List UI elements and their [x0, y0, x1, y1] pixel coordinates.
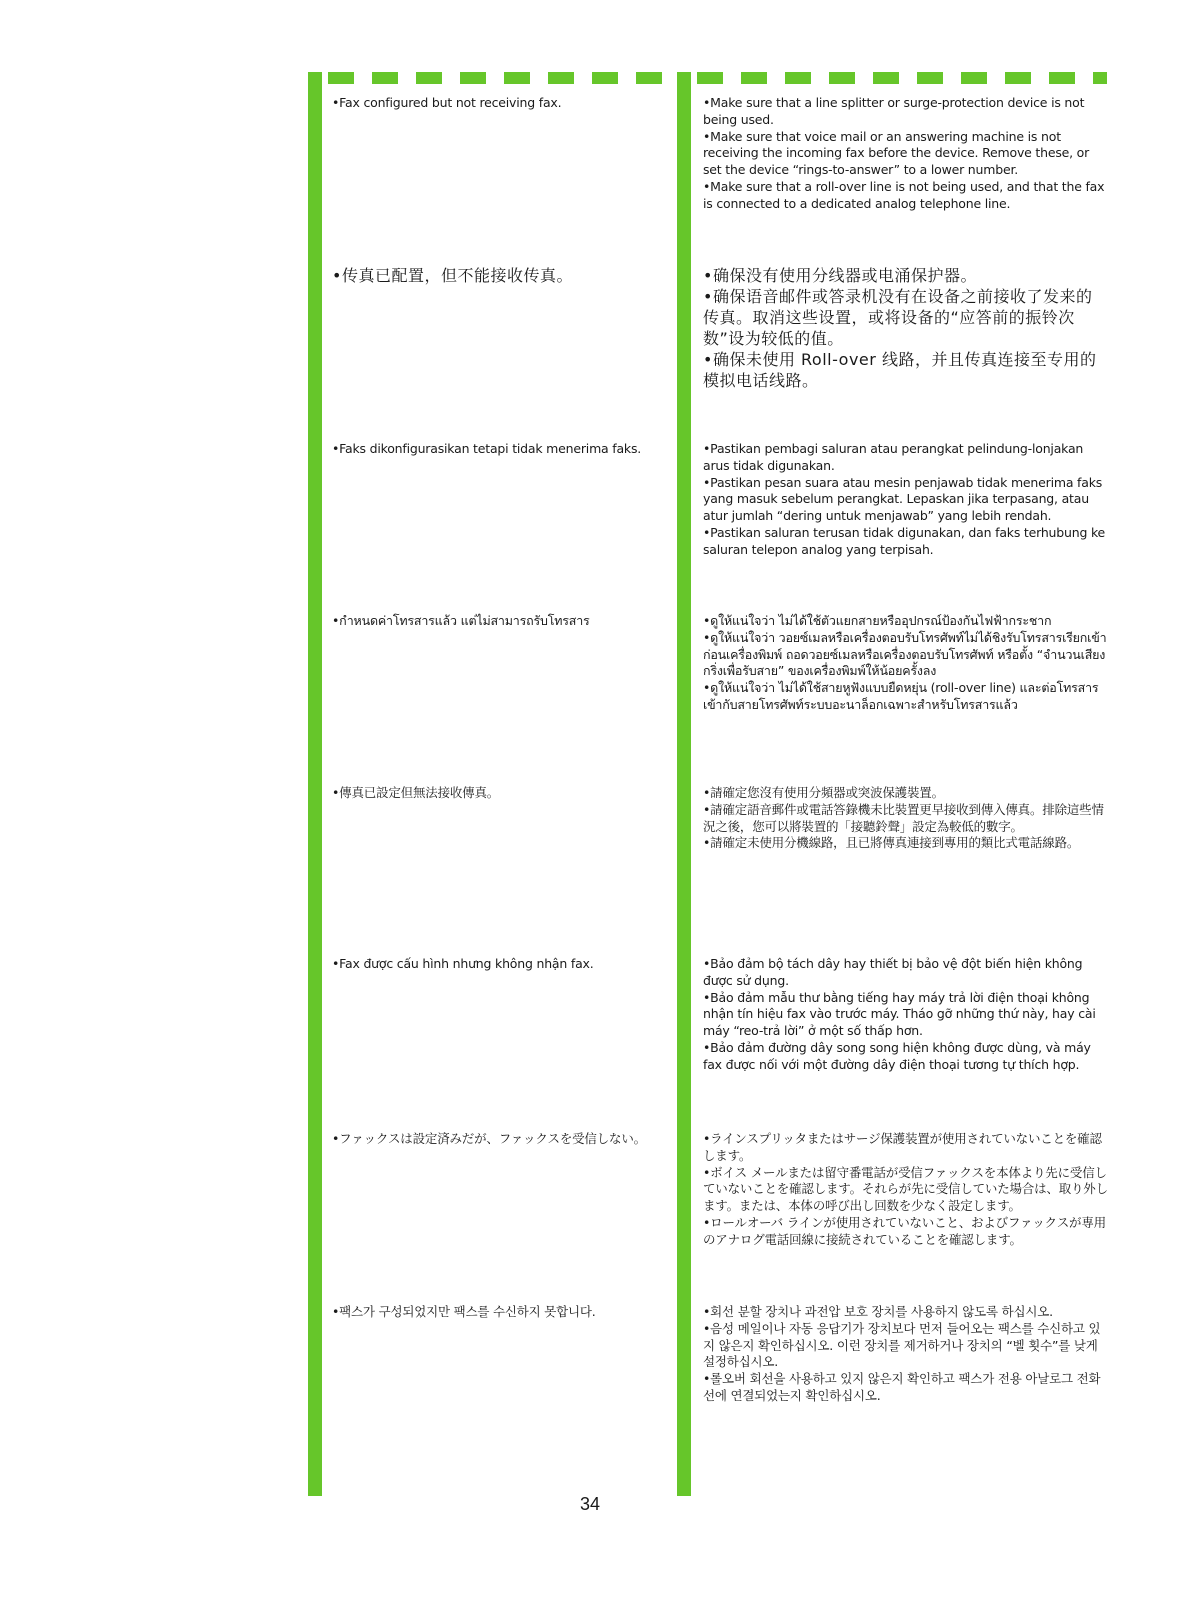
solution-ja-2: •ボイス メールまたは留守番電話が受信ファックスを本体より先に受信していないことを確認します。それらが先に受信していた場合は、取り外します。または、本体の呼び出し回数を少なく設定します。	[703, 1164, 1108, 1214]
problem-zh-tw: •傳真已設定但無法接收傳真。	[332, 785, 500, 800]
solution-id	[703, 441, 1108, 559]
solution-ko-2: •음성 메일이나 자동 응답기가 장치보다 먼저 들어오는 팩스를 수신하고 있지 않은지 확인하십시오. 이런 장치를 제거하거나 장치의 “벨 횟수”를 낮게 설정하십시오.	[703, 1320, 1101, 1370]
solution-th-3: •ดูให้แน่ใจว่า ไม่ได้ใช้สายหูฟังแบบยืดหยุ่น (roll-over line) และต่อโทรสารเข้ากับสายโทรศัพท์ระบบอะนาล็อกเฉพาะสำหรับโทรสารแล้ว	[703, 680, 1099, 712]
solution-vi	[703, 956, 1108, 1074]
solution-en-3: •Make sure that a roll-over line is not being used, and that the fax is connected to a dedicated analog telephone line.	[703, 178, 1105, 211]
solution-en-1: •Make sure that a line splitter or surge-protection device is not being used.	[703, 95, 1085, 127]
solution-zh-tw-1: •請確定您沒有使用分頻器或突波保護裝置。	[703, 785, 944, 800]
solution-id-1: •Pastikan pembagi saluran atau perangkat pelindung-lonjakan arus tidak digunakan.	[703, 441, 1084, 473]
solution-ja	[703, 1131, 1108, 1249]
solution-id-3: •Pastikan saluran terusan tidak digunakan, dan faks terhubung ke saluran telepon analog yang terpisah.	[703, 524, 1106, 557]
top-dashed-border-right	[697, 72, 1107, 84]
solution-vi-1: •Bảo đảm bộ tách dây hay thiết bị bảo vệ đột biến hiện không được sử dụng.	[703, 956, 1083, 988]
solution-zh-cn-1: •确保没有使用分线器或电涌保护器。	[703, 266, 977, 285]
solution-vi-2: •Bảo đảm mẫu thư bằng tiếng hay máy trả lời điện thoại không nhận tín hiệu fax vào trước máy. Tháo gỡ những thứ này, hay cài máy “reo-trả lời” ở một số thấp hơn.	[703, 989, 1096, 1039]
solution-zh-cn-2: •确保语音邮件或答录机没有在设备之前接收了发来的传真。取消这些设置，或将设备的“应答前的振铃次数”设为较低的值。	[703, 287, 1093, 348]
solution-zh-cn-3: •确保未使用 Roll-over 线路，并且传真连接至专用的模拟电话线路。	[703, 350, 1097, 390]
solution-en	[703, 95, 1108, 213]
solution-ko	[703, 1304, 1108, 1405]
solution-vi-3: •Bảo đảm đường dây song song hiện không được dùng, và máy fax được nối với một đường dây điện thoại tương tự thích hợp.	[703, 1039, 1091, 1072]
solution-th	[703, 613, 1108, 714]
problem-en: •Fax configured but not receiving fax.	[332, 95, 562, 110]
problem-ja: •ファックスは設定済みだが、ファックスを受信しない。	[332, 1131, 646, 1146]
solution-id-2: •Pastikan pesan suara atau mesin penjawab tidak menerima faks yang masuk sebelum perangkat. Lepaskan jika terpasang, atau atur jumlah “dering untuk menjawab” yang lebih rendah.	[703, 474, 1103, 524]
problem-th: •กำหนดค่าโทรสารแล้ว แต่ไม่สามารถรับโทรสาร	[332, 613, 590, 628]
solution-zh-cn	[703, 265, 1108, 391]
solution-zh-tw-2: •請確定語音郵件或電話答錄機未比裝置更早接收到傳入傳真。排除這些情況之後，您可以將裝置的「接聽鈴聲」設定為較低的數字。	[703, 801, 1104, 834]
solution-th-1: •ดูให้แน่ใจว่า ไม่ได้ใช้ตัวแยกสายหรืออุปกรณ์ป้องกันไฟฟ้ากระชาก	[703, 613, 1052, 628]
solution-th-2: •ดูให้แน่ใจว่า วอยซ์เมลหรือเครื่องตอบรับโทรศัพท์ไม่ได้ชิงรับโทรสารเรียกเข้าก่อนเครื่องพิมพ์ ถอดวอยซ์เมลหรือเครื่องตอบรับโทรศัพท์ หรือตั้ง “จำนวนเสียงกริ่งเพื่อรับสาย” ของเครื่องพิมพ์ให้น้อยครั้งลง	[703, 629, 1107, 679]
center-divider-bar	[677, 72, 691, 1496]
problem-id: •Faks dikonfigurasikan tetapi tidak menerima faks.	[332, 441, 642, 456]
top-dashed-border-left	[328, 72, 672, 84]
problem-zh-cn: •传真已配置，但不能接收传真。	[332, 266, 573, 285]
solution-ja-3: •ロールオーバ ラインが使用されていないこと、およびファックスが専用のアナログ電話回線に接続されていることを確認します。	[703, 1214, 1106, 1247]
problem-vi: •Fax được cấu hình nhưng không nhận fax.	[332, 956, 594, 971]
solution-zh-tw	[703, 785, 1108, 852]
solution-en-2: •Make sure that voice mail or an answering machine is not receiving the incoming fax before the device. Remove these, or set the device “rings-to-answer” to a lower number.	[703, 128, 1090, 178]
solution-zh-tw-3: •請確定未使用分機線路，且已將傳真連接到專用的類比式電話線路。	[703, 835, 1080, 851]
solution-ko-1: •회선 분할 장치나 과전압 보호 장치를 사용하지 않도록 하십시오.	[703, 1304, 1053, 1319]
left-border-bar	[308, 72, 322, 1496]
solution-ko-3: •롤오버 회선을 사용하고 있지 않은지 확인하고 팩스가 전용 아날로그 전화선에 연결되었는지 확인하십시오.	[703, 1371, 1101, 1403]
solution-ja-1: •ラインスプリッタまたはサージ保護装置が使用されていないことを確認します。	[703, 1131, 1102, 1163]
problem-ko: •팩스가 구성되었지만 팩스를 수신하지 못합니다.	[332, 1304, 596, 1319]
page-number: 34	[579, 1494, 601, 1514]
